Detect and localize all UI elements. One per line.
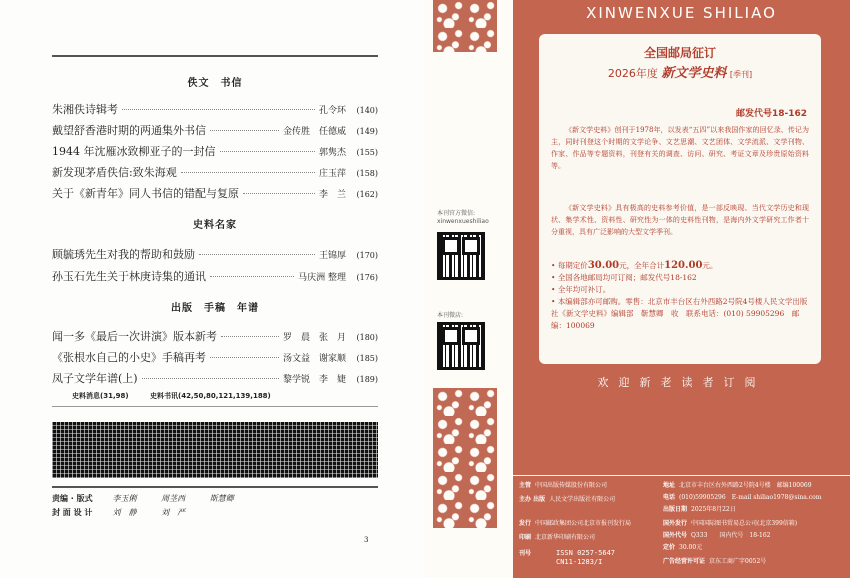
info-right-row xyxy=(663,506,736,514)
toc-author: 庄玉萍 xyxy=(318,169,346,179)
info-value: 中国国际图书贸易总公司(北京399信箱) xyxy=(691,520,798,527)
toc-entry[interactable] xyxy=(52,143,378,159)
price-issue: 30.00 xyxy=(587,260,620,271)
subscription-box xyxy=(539,34,821,364)
wechat-label-line: xinwenxueshiliao xyxy=(437,218,489,225)
info-label: 国外代号 xyxy=(663,532,688,539)
info-right-row xyxy=(663,482,812,490)
leader-dots xyxy=(220,151,315,152)
intro-paragraph: 《新文学史料》创刊于1978年，以发表“五四”以来我国作家的回忆录、传记为主，同时刊登这个时期的文学论争、文艺思潮、文艺团体、文学流派、文学刊物、作家、作品等专题资料，刊登有关的调查、访问、研究、考证文章及珍贵原始资料等。 xyxy=(551,126,809,170)
toc-title: 关于《新青年》同人书信的错配与复原 xyxy=(52,187,239,200)
toc-page: (185) xyxy=(356,354,378,363)
credit-label: 责编 · 版式 xyxy=(52,494,93,503)
magazine-title-en: XINWENXUE SHILIAO xyxy=(586,4,777,22)
toc-title: 戴望舒香港时期的两通集外书信 xyxy=(52,124,206,137)
info-right-row xyxy=(663,544,702,552)
info-value: 京东工商广字0052号 xyxy=(709,558,767,565)
bullet-item: • 本编辑部亦可邮购。零售：北京市丰台区右外西路2号院4号楼人民文学出版社《新文学史料》编辑部 靳慧卿 收 联系电话：(010) 59905296 邮编：100069 xyxy=(551,297,808,330)
info-right-row xyxy=(663,494,821,502)
mail-code: 邮发代号18-162 xyxy=(735,109,807,119)
toc-title: 顾毓琇先生对我的帮助和鼓励 xyxy=(52,248,195,261)
red-panel xyxy=(513,0,850,475)
toc-entry[interactable] xyxy=(52,164,378,180)
quarterly-label: [季刊] xyxy=(729,70,753,79)
floral-pattern-bottom xyxy=(433,388,497,528)
cn-code: CN11-1283/I xyxy=(556,558,603,566)
toc-author: 汤文益 谢家顺 xyxy=(282,354,346,364)
bullet-text: 全国各地邮局均可订阅；邮发代号18-162 xyxy=(557,273,697,282)
toc-author: 罗 晨 张 月 xyxy=(282,333,346,343)
leader-dots xyxy=(210,276,294,277)
subscription-bullets xyxy=(551,260,809,332)
info-label: 主办 出版 xyxy=(519,496,546,503)
mid-rule xyxy=(52,406,378,407)
weidian-label xyxy=(437,312,463,320)
toc-entry[interactable] xyxy=(52,122,378,138)
news-note: 史料消息(31,98) xyxy=(72,392,129,400)
bullet-text: 本编辑部亦可邮购。零售：北京市丰台区右外西路2号院4号楼人民文学出版社《新文学史料》编辑部 靳慧卿 收 联系电话：(010) 59905296 邮编：100069 xyxy=(551,297,808,330)
info-label: 出版日期 xyxy=(663,506,688,513)
credit-name: 斯慧卿 xyxy=(209,494,234,503)
top-rule xyxy=(52,55,378,57)
wechat-label-line: 本刊官方微信: xyxy=(437,210,476,217)
toc-page: (158) xyxy=(356,169,378,178)
toc-page: (189) xyxy=(356,375,378,384)
bullet-text: 每期定价 xyxy=(557,261,588,270)
bullet-item: • 全国各地邮局均可订阅；邮发代号18-162 xyxy=(551,273,697,282)
info-value: 中国邮政集团公司北京市报刊发行局 xyxy=(535,520,632,527)
toc-title: 闻一多《最后一次讲演》版本新考 xyxy=(52,330,217,343)
info-left-row xyxy=(519,534,595,542)
toc-page: (176) xyxy=(356,273,378,282)
leader-dots xyxy=(210,357,279,358)
leader-dots xyxy=(122,109,315,110)
toc-title: 朱湘佚诗辑考 xyxy=(52,103,118,116)
weidian-label-line: 本刊微店: xyxy=(437,312,464,319)
bullet-item: • 全年均可补订。 xyxy=(551,285,611,294)
info-label: 广告经营许可证 xyxy=(663,558,706,565)
bottom-rule xyxy=(52,486,378,488)
wechat-label xyxy=(437,210,489,226)
weidian-qr-icon[interactable] xyxy=(437,322,485,370)
subscription-heading: 全国邮局征订 xyxy=(643,46,716,60)
leader-dots xyxy=(142,378,279,379)
info-value: 北京新华印刷有限公司 xyxy=(535,534,596,541)
toc-title: 新发现茅盾佚信:致朱海观 xyxy=(52,166,177,179)
toc-entry[interactable] xyxy=(52,328,378,344)
info-label: 刊号 xyxy=(519,550,532,557)
year-label: 2026年度 xyxy=(607,67,658,80)
credit-editors xyxy=(52,493,256,504)
info-value: 北京市丰台区右外西路2号院4号楼 邮编100069 xyxy=(679,482,812,489)
info-label: 国外发行 xyxy=(663,520,688,527)
info-value: 中国出版传媒股份有限公司 xyxy=(535,482,608,489)
toc-page: (140) xyxy=(356,106,378,115)
info-value: (010)59905296 E-mail shiliao1978@sina.com xyxy=(679,494,822,501)
toc-entry[interactable] xyxy=(52,268,378,284)
credit-name: 李玉俐 xyxy=(112,494,137,503)
toc-author: 李 兰 xyxy=(318,190,346,200)
welcome-banner: 欢迎新老读者订阅 xyxy=(597,376,766,389)
bullet-text: 元。 xyxy=(702,261,718,270)
info-left-row xyxy=(519,496,615,504)
info-left-row xyxy=(519,550,535,558)
toc-author: 郭隽杰 xyxy=(318,148,346,158)
toc-author: 马庆洲 整理 xyxy=(298,273,346,283)
toc-title: 《张根水自己的小史》手稿再考 xyxy=(52,351,206,364)
info-value: 30.00元 xyxy=(679,544,703,551)
credit-name: 刘 严 xyxy=(161,508,186,517)
toc-page: (149) xyxy=(356,127,378,136)
leader-dots xyxy=(221,336,279,337)
bullet-text: 元，全年合计 xyxy=(619,261,665,270)
intro-paragraph: 《新文学史料》具有极高的史料参考价值，是一部反映现、当代文学历史和现状、集学术性、资料性、研究性为一体的史料性刊物，是海内外文学研究工作者十分重视，具有广泛影响的大型文学季刊。 xyxy=(551,204,809,236)
info-value: Q333 国内代号 18-162 xyxy=(691,532,771,539)
leader-dots xyxy=(210,130,279,131)
section-heading: 史料名家 xyxy=(193,220,237,231)
leader-dots xyxy=(199,254,315,255)
publication-info xyxy=(513,475,850,578)
toc-entry[interactable] xyxy=(52,101,378,117)
issn: ISSN 0257-5647 xyxy=(556,549,616,557)
section-heading: 出版 手稿 年谱 xyxy=(171,303,259,314)
bullet-item: • 每期定价30.00元，全年合计120.00元。 xyxy=(551,260,718,271)
toc-entry[interactable] xyxy=(52,246,378,262)
toc-page: (180) xyxy=(356,333,378,342)
info-value: 2025年8月22日 xyxy=(691,506,736,513)
info-label: 定价 xyxy=(663,544,676,551)
toc-title: 凤子文学年谱(上) xyxy=(52,372,138,385)
info-left-row xyxy=(519,482,607,490)
toc-entry[interactable] xyxy=(52,185,378,201)
credit-cover xyxy=(52,507,207,518)
info-label: 主管 xyxy=(519,482,532,489)
leader-dots xyxy=(243,193,315,194)
credit-name: 刘 静 xyxy=(112,508,137,517)
info-left-row xyxy=(519,520,631,528)
credit-label: 封 面 设 计 xyxy=(52,508,93,517)
page-number: 3 xyxy=(364,536,369,544)
toc-author: 黎学锐 李 婕 xyxy=(282,375,346,385)
bullet-text: 全年均可补订。 xyxy=(557,285,611,294)
leader-dots xyxy=(181,172,315,173)
floral-pattern-top xyxy=(433,0,497,52)
toc-page: (162) xyxy=(356,190,378,199)
subscription-title xyxy=(539,62,821,81)
toc-page: (155) xyxy=(356,148,378,157)
toc-author: 金传胜 任德威 xyxy=(282,127,346,137)
credit-name: 周茎西 xyxy=(161,494,186,503)
toc-entry[interactable] xyxy=(52,349,378,365)
section-heading: 佚文 书信 xyxy=(187,78,243,89)
toc-title: 1944 年沈雁冰致柳亚子的一封信 xyxy=(52,145,216,158)
info-label: 印刷 xyxy=(519,534,532,541)
toc-author: 王锦厚 xyxy=(318,251,346,261)
pattern-block xyxy=(52,422,378,478)
issn-code xyxy=(553,548,618,568)
info-right-row xyxy=(663,520,797,528)
info-right-row xyxy=(663,558,766,566)
info-right-row xyxy=(663,532,771,540)
magazine-name: 新文学史料 xyxy=(661,66,727,81)
toc-page: (170) xyxy=(356,251,378,260)
price-year: 120.00 xyxy=(664,260,703,271)
info-label: 地址 xyxy=(663,482,676,489)
wechat-qr-icon[interactable] xyxy=(437,232,485,280)
info-label: 发行 xyxy=(519,520,532,527)
toc-entry[interactable] xyxy=(52,370,378,386)
info-value: 人民文学出版社有限公司 xyxy=(549,496,616,503)
right-page xyxy=(425,0,850,578)
books-note: 史料书讯(42,50,80,121,139,188) xyxy=(150,392,271,400)
info-label: 电话 xyxy=(663,494,676,501)
toc-title: 孙玉石先生关于林庚诗集的通讯 xyxy=(52,270,206,283)
toc-author: 孔令环 xyxy=(318,106,346,116)
